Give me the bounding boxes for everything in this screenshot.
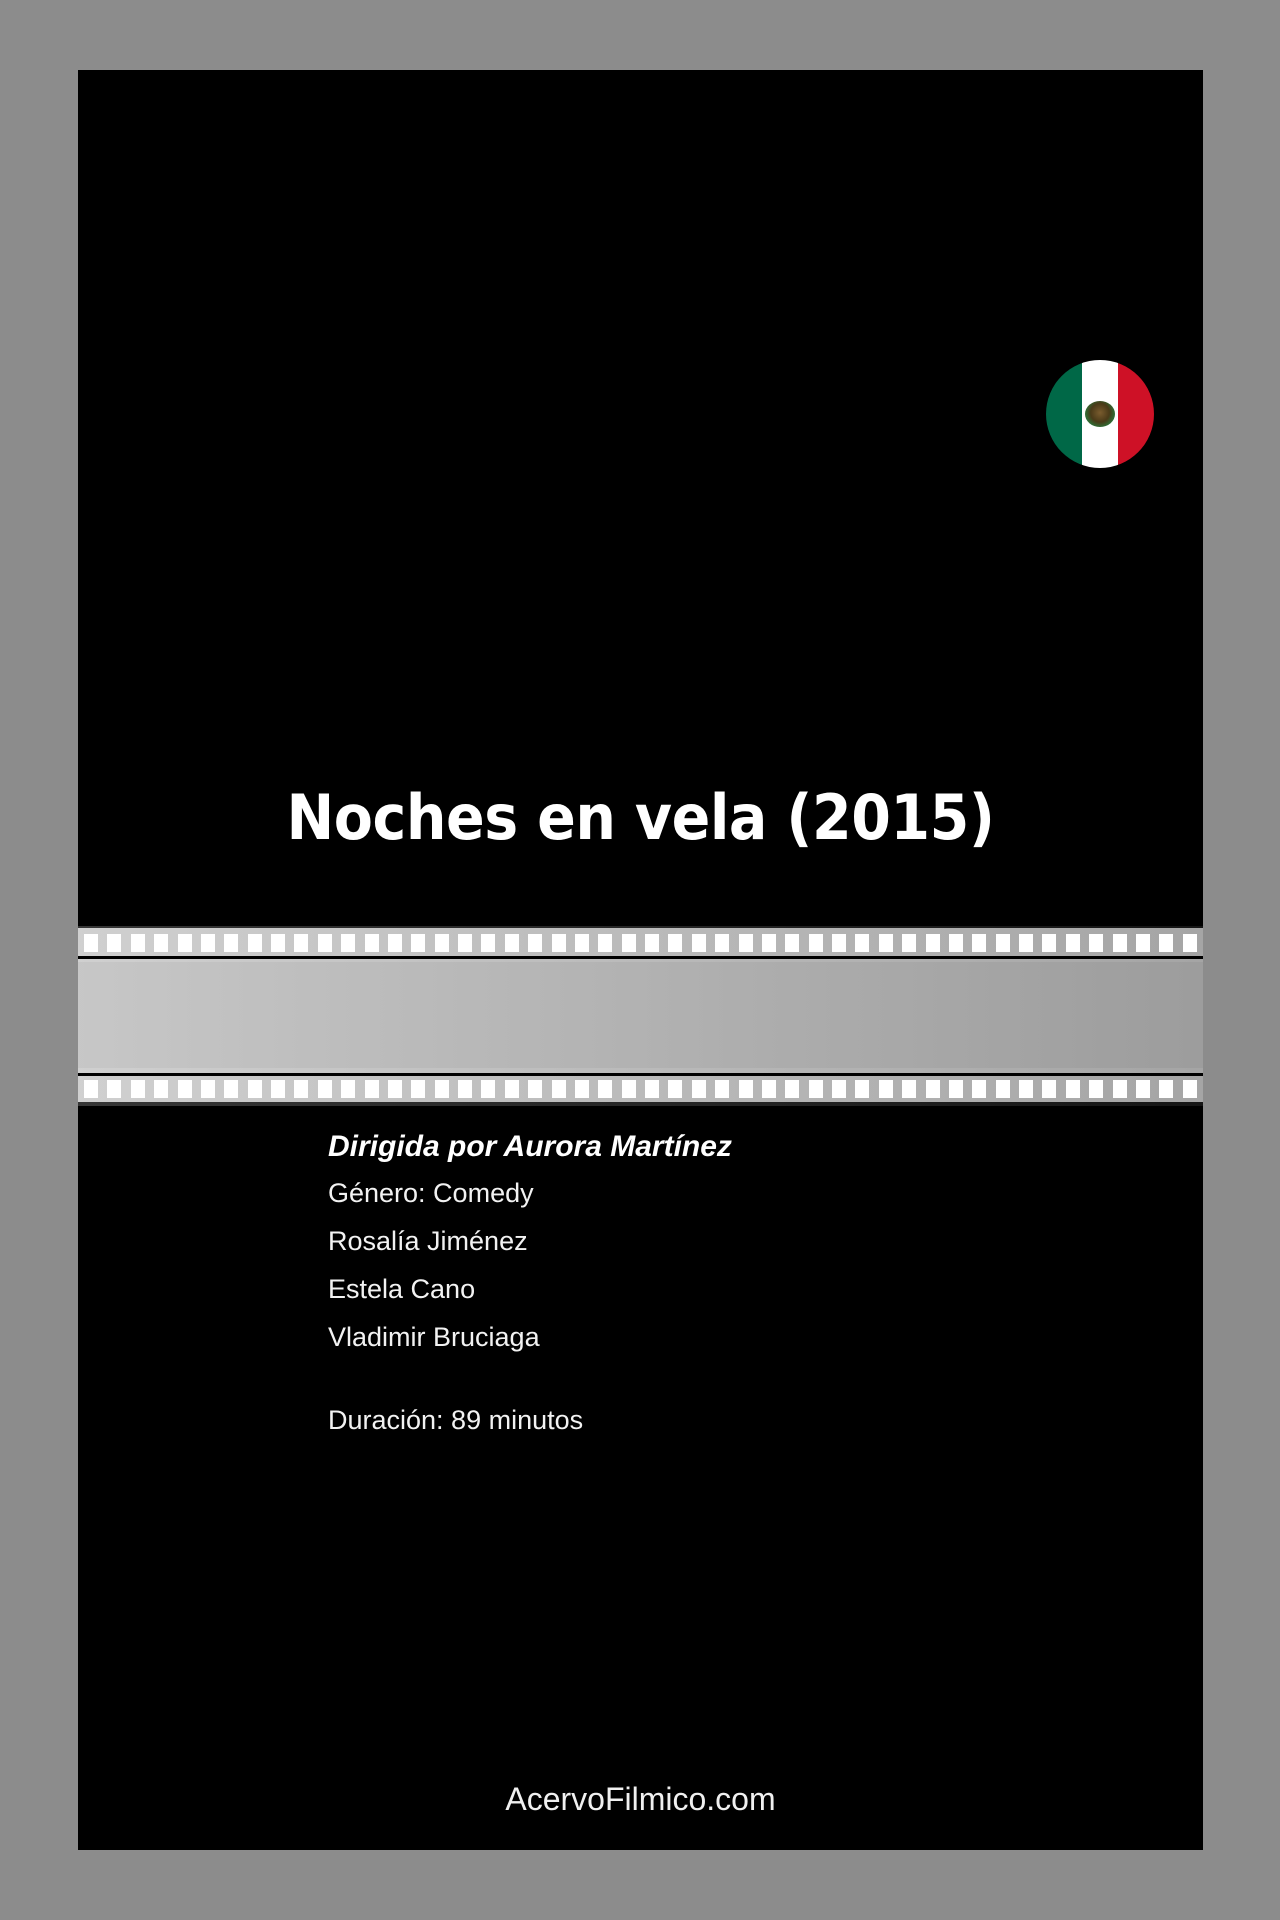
sprocket-hole: [481, 1080, 495, 1098]
sprocket-hole: [365, 934, 379, 952]
sprocket-hole: [949, 934, 963, 952]
sprocket-hole: [598, 934, 612, 952]
sprocket-hole: [1159, 1080, 1173, 1098]
sprocket-hole: [645, 934, 659, 952]
sprocket-hole: [552, 1080, 566, 1098]
sprocket-hole: [762, 934, 776, 952]
sprocket-hole: [996, 934, 1010, 952]
sprocket-hole: [809, 1080, 823, 1098]
sprocket-hole: [435, 1080, 449, 1098]
sprocket-hole: [575, 1080, 589, 1098]
filmstrip-gradient: [78, 926, 1203, 1106]
cast-member: Rosalía Jiménez: [328, 1226, 528, 1256]
flag-stripe-green: [1046, 360, 1082, 468]
sprocket-hole: [715, 934, 729, 952]
sprocket-hole: [1066, 934, 1080, 952]
sprocket-hole: [131, 1080, 145, 1098]
sprocket-hole: [692, 934, 706, 952]
filmstrip-line-top: [78, 956, 1203, 959]
sprocket-hole: [902, 934, 916, 952]
sprocket-hole: [178, 934, 192, 952]
sprocket-hole: [949, 1080, 963, 1098]
flag-stripe-red: [1118, 360, 1154, 468]
sprocket-hole: [1113, 934, 1127, 952]
sprocket-hole: [926, 1080, 940, 1098]
page-title: Noches en vela (2015): [286, 781, 995, 854]
duration-line: Duración: 89 minutos: [328, 1405, 584, 1435]
sprocket-hole: [598, 1080, 612, 1098]
sprocket-hole: [341, 1080, 355, 1098]
sprocket-hole: [201, 934, 215, 952]
sprocket-hole: [178, 1080, 192, 1098]
flag-emblem-icon: [1085, 401, 1115, 427]
sprocket-hole: [1136, 1080, 1150, 1098]
site-footer: AcervoFilmico.com: [505, 1781, 776, 1817]
credits-block: [328, 1130, 732, 1436]
sprocket-hole: [762, 1080, 776, 1098]
filmstrip-line-bottom: [78, 1073, 1203, 1076]
sprocket-hole: [481, 934, 495, 952]
sprocket-hole: [271, 934, 285, 952]
sprocket-hole: [668, 934, 682, 952]
filmstrip-divider: [78, 926, 1203, 1106]
sprocket-hole: [505, 934, 519, 952]
sprocket-hole: [879, 934, 893, 952]
sprocket-hole: [785, 934, 799, 952]
sprocket-hole: [248, 934, 262, 952]
sprocket-hole: [248, 1080, 262, 1098]
sprocket-hole: [107, 1080, 121, 1098]
sprocket-hole: [879, 1080, 893, 1098]
sprocket-hole: [1042, 1080, 1056, 1098]
sprocket-hole: [575, 934, 589, 952]
sprocket-hole: [1019, 1080, 1033, 1098]
sprocket-hole: [341, 934, 355, 952]
sprocket-hole: [1019, 934, 1033, 952]
sprocket-hole: [84, 934, 98, 952]
sprocket-hole: [1042, 934, 1056, 952]
genre-line: Género: Comedy: [328, 1178, 534, 1208]
sprocket-hole: [528, 934, 542, 952]
sprocket-hole: [458, 934, 472, 952]
sprocket-hole: [855, 934, 869, 952]
sprocket-hole: [715, 1080, 729, 1098]
sprocket-hole: [785, 1080, 799, 1098]
sprocket-hole: [318, 934, 332, 952]
sprocket-hole: [435, 934, 449, 952]
sprocket-hole: [926, 934, 940, 952]
sprocket-hole: [294, 934, 308, 952]
sprocket-hole: [1136, 934, 1150, 952]
sprocket-hole: [107, 934, 121, 952]
filmstrip-sprockets-top: [78, 934, 1203, 952]
sprocket-hole: [294, 1080, 308, 1098]
sprocket-hole: [1113, 1080, 1127, 1098]
sprocket-hole: [271, 1080, 285, 1098]
sprocket-hole: [1089, 934, 1103, 952]
sprocket-hole: [1183, 934, 1197, 952]
sprocket-hole: [996, 1080, 1010, 1098]
sprocket-hole: [739, 1080, 753, 1098]
sprocket-hole: [458, 1080, 472, 1098]
cast-member: Vladimir Bruciaga: [328, 1322, 540, 1352]
director-line: Dirigida por Aurora Martínez: [328, 1130, 732, 1163]
sprocket-hole: [411, 1080, 425, 1098]
sprocket-hole: [528, 1080, 542, 1098]
sprocket-hole: [224, 1080, 238, 1098]
sprocket-hole: [552, 934, 566, 952]
sprocket-hole: [622, 934, 636, 952]
sprocket-hole: [855, 1080, 869, 1098]
sprocket-hole: [739, 934, 753, 952]
sprocket-hole: [972, 934, 986, 952]
sprocket-hole: [1183, 1080, 1197, 1098]
sprocket-hole: [318, 1080, 332, 1098]
sprocket-hole: [832, 934, 846, 952]
sprocket-hole: [1066, 1080, 1080, 1098]
sprocket-hole: [154, 1080, 168, 1098]
sprocket-hole: [131, 934, 145, 952]
sprocket-hole: [692, 1080, 706, 1098]
sprocket-hole: [388, 934, 402, 952]
sprocket-hole: [832, 1080, 846, 1098]
poster-card: [78, 70, 1203, 1850]
sprocket-hole: [1089, 1080, 1103, 1098]
sprocket-hole: [645, 1080, 659, 1098]
sprocket-hole: [972, 1080, 986, 1098]
sprocket-hole: [388, 1080, 402, 1098]
sprocket-hole: [902, 1080, 916, 1098]
cast-member: Estela Cano: [328, 1274, 476, 1304]
sprocket-hole: [505, 1080, 519, 1098]
sprocket-hole: [411, 934, 425, 952]
mexico-flag-icon: [1046, 360, 1154, 468]
sprocket-hole: [84, 1080, 98, 1098]
sprocket-hole: [622, 1080, 636, 1098]
filmstrip-sprockets-bottom: [78, 1080, 1203, 1098]
sprocket-hole: [668, 1080, 682, 1098]
sprocket-hole: [154, 934, 168, 952]
sprocket-hole: [809, 934, 823, 952]
sprocket-hole: [201, 1080, 215, 1098]
sprocket-hole: [224, 934, 238, 952]
sprocket-hole: [365, 1080, 379, 1098]
sprocket-hole: [1159, 934, 1173, 952]
